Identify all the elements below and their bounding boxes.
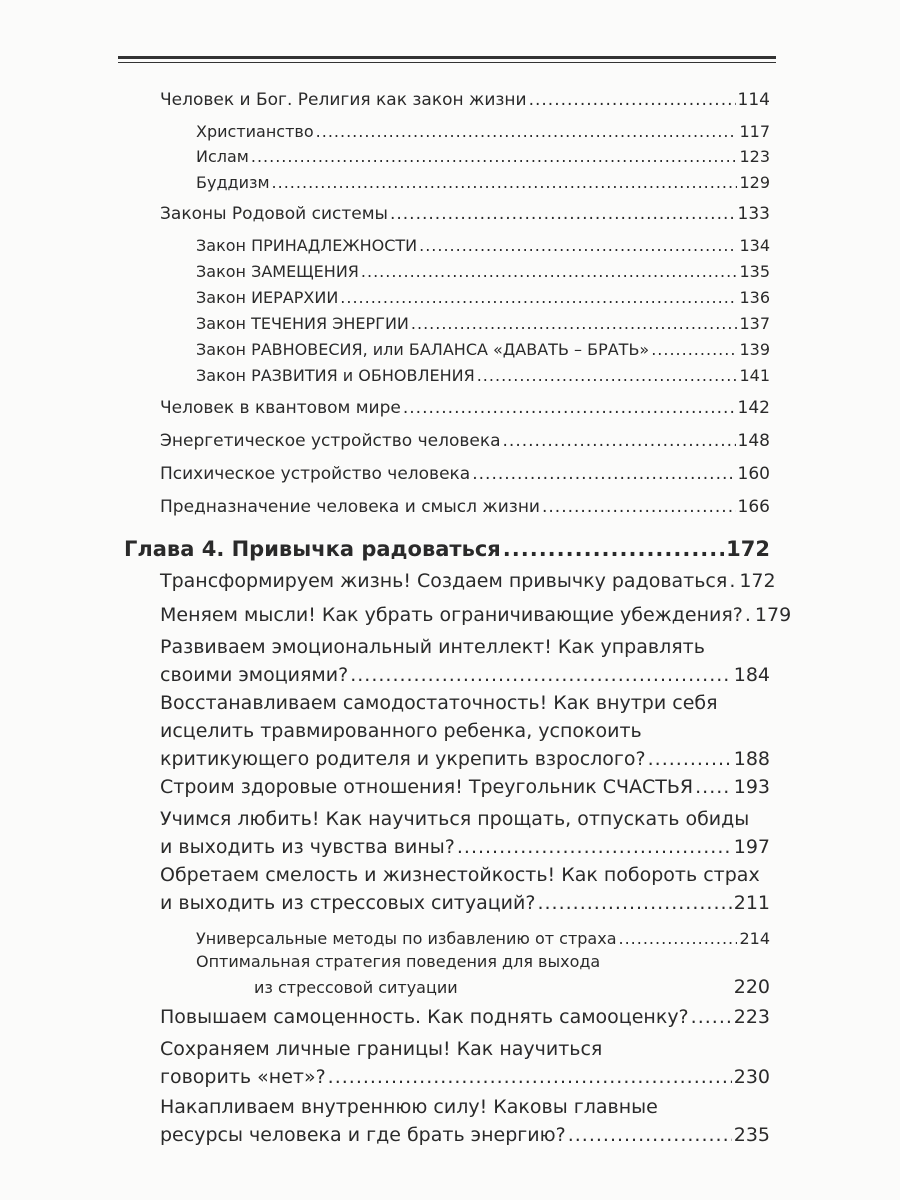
leader-dots [340,288,737,307]
leader-dots [651,340,737,359]
toc-entry-page: 172 [739,570,776,592]
toc-entry[interactable] [196,366,770,385]
toc-entry-title-line1: Накапливаем внутреннюю силу! Каковы главные [160,1096,658,1118]
toc-entry-title: Закон ИЕРАРХИИ [196,288,339,307]
toc-entry-title: говорить «нет»? [160,1066,326,1088]
toc-entry-page: 141 [739,366,770,385]
toc-entry[interactable] [160,1006,770,1028]
toc-entry[interactable] [196,952,770,998]
toc-entry[interactable] [196,288,770,307]
toc-entry[interactable] [196,173,770,192]
toc-entry-title: Буддизм [196,173,270,192]
toc-entry[interactable] [160,808,770,858]
toc-entry-title: Предназначение человека и смысл жизни [160,497,540,517]
toc-entry[interactable] [196,929,770,948]
toc-entry-title: Повышаем самоценность. Как поднять самооценку? [160,1006,689,1028]
toc-entry-page: 129 [739,173,770,192]
toc-entry-page: 214 [739,929,770,948]
leader-dots [745,604,753,626]
leader-dots [272,173,738,192]
toc-entry-page: 114 [737,90,770,110]
toc-entry[interactable] [160,204,770,224]
toc-entry[interactable] [160,398,770,418]
leader-dots [361,262,738,281]
toc-entry-page: 193 [733,776,770,798]
toc-entry[interactable] [160,464,770,484]
leader-dots [457,836,732,858]
toc-entry-title: из стрессовой ситуации [254,978,458,997]
toc-entry[interactable] [160,604,792,626]
chapter-page: 172 [726,537,770,561]
leader-dots [503,537,724,561]
toc-entry-title: Христианство [196,122,314,141]
toc-entry-title: Человек и Бог. Религия как закон жизни [160,90,527,110]
toc-entry-page: 160 [737,464,770,484]
toc-entry-title: Закон РАЗВИТИЯ и ОБНОВЛЕНИЯ [196,366,475,385]
toc-entry-title: Универсальные методы по избавлению от страха [196,929,617,948]
leader-dots [619,929,738,948]
toc-entry-page: 139 [739,340,770,359]
toc-entry-page: 223 [733,1006,770,1028]
toc-entry[interactable] [196,262,770,281]
leader-dots [419,236,737,255]
leader-dots [477,366,738,385]
toc-entry[interactable] [160,1096,770,1146]
chapter-title: Глава 4. Привычка радоваться [124,537,501,561]
toc-entry[interactable] [196,314,770,333]
toc-entry-title: Меняем мысли! Как убрать ограничивающие убеждения? [160,604,743,626]
toc-entry-page: 117 [739,122,770,141]
toc-entry[interactable] [160,431,770,451]
toc-entry-page: 188 [733,748,770,770]
toc-entry-title-line1: Оптимальная стратегия поведения для выхода [196,952,601,971]
toc-entry[interactable] [160,90,770,110]
toc-entry[interactable] [196,147,770,166]
toc-entry[interactable] [196,122,770,141]
toc-entry-page: 235 [733,1124,770,1146]
toc-entry-title-line2: исцелить травмированного ребенка, успокоить [160,720,642,742]
toc-entry[interactable] [160,636,770,686]
toc-entry[interactable] [160,776,770,798]
leader-dots [251,147,738,166]
toc-entry-page: 230 [733,1066,770,1088]
toc-entry-title: Закон ТЕЧЕНИЯ ЭНЕРГИИ [196,314,409,333]
toc-entry-title-line1: Восстанавливаем самодостаточность! Как внутри себя [160,692,718,714]
toc-entry-page: 179 [754,604,792,626]
toc-entry-title: Человек в квантовом мире [160,398,401,418]
toc-entry[interactable] [196,236,770,255]
leader-dots [542,497,736,517]
leader-dots [316,122,738,141]
toc-entry-title: Ислам [196,147,249,166]
toc-entry-page: 123 [739,147,770,166]
leader-dots [403,398,736,418]
toc-entry-page: 148 [737,431,770,451]
leader-dots [537,892,731,914]
toc-entry-page: 136 [739,288,770,307]
toc-entry-title-line1: Сохраняем личные границы! Как научиться [160,1038,603,1060]
toc-entry-page: 197 [733,836,770,858]
leader-dots [691,1006,732,1028]
leader-dots [411,314,738,333]
toc-entry-title-line1: Учимся любить! Как научиться прощать, отпускать обиды [160,808,750,830]
toc-entry-title: и выходить из чувства вины? [160,836,455,858]
toc-entry-title: критикующего родителя и укрепить взрослого? [160,748,646,770]
toc-entry[interactable] [196,340,770,359]
toc-entry-page: 184 [733,664,770,686]
toc-entry-title: Законы Родовой системы [160,204,388,224]
toc-entry-title: ресурсы человека и где брать энергию? [160,1124,566,1146]
toc-entry-title: Строим здоровые отношения! Треугольник СЧАСТЬЯ [160,776,694,798]
toc-entry[interactable] [160,497,770,517]
leader-dots [390,204,736,224]
toc-entry-title: Психическое устройство человека [160,464,471,484]
leader-dots [568,1124,732,1146]
toc-entry[interactable] [160,570,776,592]
leader-dots [503,431,736,451]
toc-entry-title-line1: Развиваем эмоциональный интеллект! Как управлять [160,636,705,658]
toc-entry-page: 133 [737,204,770,224]
leader-dots [729,570,737,592]
leader-dots [529,90,736,110]
toc-entry-title-line1: Обретаем смелость и жизнестойкость! Как побороть страх [160,864,760,886]
toc-entry-page: 135 [739,262,770,281]
leader-dots [328,1066,732,1088]
leader-dots [350,664,732,686]
leader-dots [695,776,732,798]
toc-entry-page: 137 [739,314,770,333]
toc-entry-page: 220 [733,976,770,998]
leader-dots [648,748,732,770]
toc-entry-title: Закон ПРИНАДЛЕЖНОСТИ [196,236,418,255]
toc-entry[interactable] [160,864,770,914]
chapter-heading[interactable] [124,537,770,561]
toc-entry-title: Энергетическое устройство человека [160,431,501,451]
toc-entry-title: и выходить из стрессовых ситуаций? [160,892,536,914]
leader-dots [472,464,735,484]
toc-entry-title: своими эмоциями? [160,664,349,686]
toc-entry-page: 166 [737,497,770,517]
toc-entry[interactable] [160,1038,770,1088]
toc-entry-title: Закон РАВНОВЕСИЯ, или БАЛАНСА «ДАВАТЬ – БРАТЬ» [196,340,650,359]
toc-entry-page: 142 [737,398,770,418]
toc-entry[interactable] [160,692,770,770]
toc-entry-page: 211 [733,892,770,914]
toc-entry-title: Закон ЗАМЕЩЕНИЯ [196,262,359,281]
toc-entry-page: 134 [739,236,770,255]
toc-entry-title: Трансформируем жизнь! Создаем привычку радоваться [160,570,728,592]
